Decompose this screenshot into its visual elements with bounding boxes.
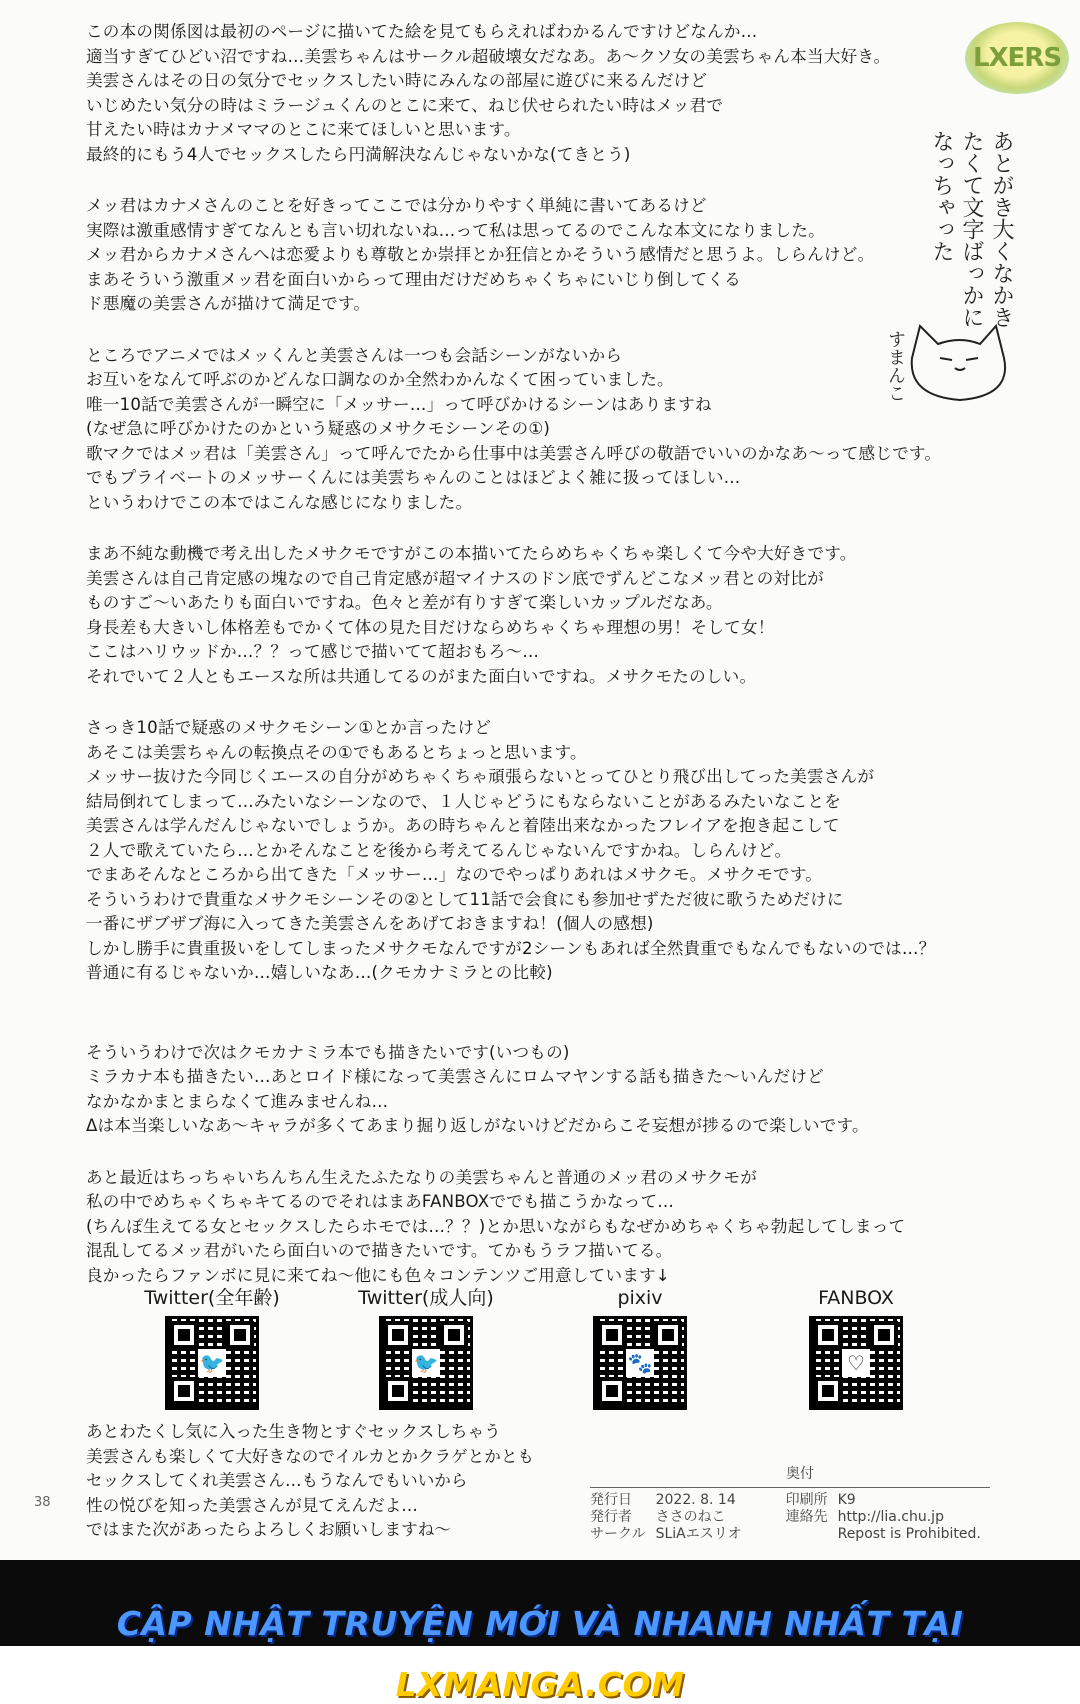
paragraph-3 [86,344,1016,516]
closing-message [86,1420,534,1543]
text-line: でまあそんなところから出てきた「メッサー…」なのでやっぱりあれはメサクモ。メサクモです。 [86,865,823,884]
colophon-key: サークル [590,1526,646,1542]
text-line: メッサー抜けた今同じくエースの自分がめちゃくちゃ頑張らないとってひとり飛び出してった美雲さんが [86,767,875,786]
qr-twitter-adult[interactable] [346,1286,506,1410]
text-line: というわけでこの本ではこんな感じになりました。 [86,492,473,512]
qr-pixiv[interactable] [560,1286,720,1410]
paragraph-7 [86,1166,1016,1289]
text-line: さっき10話で疑惑のメサクモシーン①とか言ったけど [86,718,492,737]
text-line: セックスしてくれ美雲さん…もうなんでもいいから [86,1471,468,1491]
text-line: そういうわけで貴重なメサクモシーンその②として11話で会食にも参加せずただ彼に歌うためだけに [86,889,844,909]
text-line: 普通に有るじゃないか…嬉しいなあ…(クモカナミラとの比較) [86,963,553,982]
banner-prefix: CẬP NHẬT TRUYỆN MỚI VÀ NHANH NHẤT TẠI [116,1604,964,1643]
banner-text[interactable] [0,1582,1080,1704]
text-line: メッ君からカナメさんへは恋愛よりも尊敬とか崇拝とか狂信とかそういう感情だと思うよ。しらんけど。 [86,245,875,264]
qr-label: Twitter(成人向) [358,1287,494,1309]
colophon-key [786,1526,838,1543]
paragraph-1 [86,20,1016,167]
colophon-title: 奥付 [786,1466,814,1482]
colophon-value: K9 [837,1492,856,1508]
bird-icon: 🐦 [413,1351,439,1375]
text-line: ド悪魔の美雲さんが描けて満足です。 [86,294,371,313]
qr-label: pixiv [617,1287,663,1309]
text-line: 混乱してるメッ君がいたら面白いので描きたいです。てかもうラフ描いてる。 [86,1241,673,1260]
text-line: 最終的にもう4人でセックスしたら円満解決なんじゃないかな(てきとう) [86,144,631,164]
text-line: いじめたい気分の時はミラージュくんのとこに来て、ねじ伏せられたい時はメッ君で [86,95,724,115]
bird-icon: 🐦 [199,1351,225,1375]
colophon-key: 印刷所 [785,1492,828,1508]
text-line: 美雲さんも楽しくて大好きなのでイルカとかクラゲとかとも [86,1446,535,1466]
text-line: 美雲さんは学んだんじゃないでしょうか。あの時ちゃんと着陸出来なかったフレイアを抱き起こして [86,816,840,835]
text-line: 私の中でめちゃくちゃキてるのでそれはまあFANBOXででも描こうかなって… [86,1192,675,1211]
text-line: 身長差も大きいし体格差もでかくて体の見た目だけならめちゃくちゃ理想の男！そして女！ [86,617,775,637]
text-line: ところでアニメではメッくんと美雲さんは一つも会話シーンがないから [86,345,623,365]
text-line: この本の関係図は最初のページに描いてた絵を見てもらえればわかるんですけどなんか… [86,22,758,41]
watermark-logo: LXERS [965,22,1069,94]
text-line: でもプライベートのメッサーくんには美雲ちゃんのことはほどよく雑に扱ってほしい… [86,468,741,487]
text-line: あと最近はちっちゃいちんちん生えたふたなりの美雲ちゃんと普通のメッ君のメサクモが [86,1167,758,1187]
colophon-row [590,1526,991,1543]
qr-label: Twitter(全年齢) [144,1287,280,1309]
text-line: ミラカナ本も描きたい…あとロイド様になって美雲さんにロムマヤンする話も描きた〜いんだけど [86,1067,824,1086]
text-line: ここはハリウッドか…？？って感じで描いてて超おもろ〜… [86,642,540,661]
text-line: (なぜ急に呼びかけたのかという疑惑のメサクモシーンその①) [86,419,551,438]
colophon-value: 2022. 8. 14 [655,1492,736,1508]
handwritten-side-note: あとがき大くなかきたくて文字ばっかになっちゃった [929,130,1014,328]
text-line: しかし勝手に貴重扱いをしてしまったメサクモなんですが2シーンもあれば全然貴重でもなんでもないのでは…？ [86,938,936,958]
text-line: そういうわけで次はクモカナミラ本でも描きたいです(いつもの) [86,1042,570,1062]
divider [590,1487,990,1488]
text-line: 実際は激重感情すぎてなんとも言い切れないね…って私は思ってるのでこんな本文になりました。 [86,220,825,240]
text-line: お互いをなんて呼ぶのかどんな口調なのか全然わかんなくて困っていました。 [86,370,674,389]
text-line: 美雲さんはその日の気分でセックスしたい時にみんなの部屋に遊びに来るんだけど [86,71,708,90]
text-line: Δは本当楽しいなあ〜キャラが多くてあまり掘り返しがないけどだからこそ妄想が捗るので楽しいです。 [86,1116,869,1135]
afterword-body [86,20,1016,1288]
qr-label: FANBOX [818,1287,894,1309]
text-line: 結局倒れてしまって…みたいなシーンなので、１人じゃどうにもならないことがあるみたいなことを [86,791,842,811]
qr-fanbox[interactable] [776,1286,936,1410]
sorry-note: すまんこ [885,330,906,402]
text-line: 美雲さんは自己肯定感の塊なので自己肯定感が超マイナスのドン底でずんどこなメッ君との対比が [86,568,824,588]
paw-icon: 🐾 [627,1351,653,1375]
qr-code-image[interactable] [165,1316,259,1410]
colophon-row [590,1492,991,1509]
promo-banner[interactable] [0,1560,1080,1704]
text-line: まあ不純な動機で考え出したメサクモですがこの本描いてたらめちゃくちゃ楽しくて今や大好きです。 [86,544,857,563]
colophon-key: 発行者 [590,1509,632,1525]
text-line: メッ君はカナメさんのことを好きってここでは分かりやすく単純に書いてあるけど [86,196,707,215]
text-line: (ちんぽ生えてる女とセックスしたらホモでは…？？)とか思いながらもなぜかめちゃくちゃ勃起してしまって [86,1216,906,1236]
text-line: あとわたくし気に入った生き物とすぐセックスしちゃう [86,1422,501,1441]
text-line: なかなかまとまらなくて進みませんね… [86,1091,389,1111]
paragraph-5 [86,716,1016,986]
cat-doodle-icon [900,318,1020,408]
paragraph-2 [86,194,1016,317]
text-line: それでいて２人ともエースな所は共通してるのがまた面白いですね。メサクモたのしい。 [86,666,757,686]
text-line: ではまた次があったらよろしくお願いしますね〜 [86,1520,451,1540]
text-line: 適当すぎてひどい沼ですね…美雲ちゃんはサークル超破壊女だなあ。あ〜クソ女の美雲ちゃん本当大好き。 [86,46,891,66]
colophon-value: SLiAエスリオ [655,1526,742,1542]
qr-code-image[interactable] [809,1316,903,1410]
contact-link[interactable]: http://lia.chu.jp [837,1509,944,1525]
qr-twitter-general[interactable] [132,1286,292,1410]
text-line: まあそういう激重メッ君を面白いからって理由だけだめちゃくちゃにいじり倒してくる [86,269,741,289]
colophon-row [590,1509,991,1526]
text-line: 唯一10話で美雲さんが一瞬空に「メッサー…」って呼びかけるシーンはありますね [86,394,712,414]
colophon-value: ささのねこ [655,1509,726,1525]
paragraph-6 [86,1041,1016,1139]
banner-site-link[interactable]: LXMANGA.COM [395,1665,685,1704]
repost-notice: Repost is Prohibited. [837,1526,981,1542]
text-line: ものすご〜いあたりも面白いですね。色々と差が有りすぎて楽しいカップルだなあ。 [86,593,723,612]
text-line: 歌マクではメッ君は「美雲さん」って呼んでたから仕事中は美雲さん呼びの敬語でいいのかなあ〜って感じです。 [86,443,942,463]
qr-code-image[interactable] [593,1316,687,1410]
text-line: 良かったらファンボに見に来てね〜他にも色々コンテンツご用意しています↓ [86,1265,670,1285]
heart-icon: ♡ [842,1349,870,1377]
text-line: ２人で歌えていたら…とかそんなことを後から考えてるんじゃないんですかね。しらんけど。 [86,840,792,860]
text-line: 一番にザブザブ海に入ってきた美雲さんをあげておきますね！(個人の感想) [86,914,654,933]
qr-code-image[interactable] [379,1316,473,1410]
colophon-key: 連絡先 [785,1509,828,1525]
colophon-key: 発行日 [590,1492,632,1508]
page-number: 38 [34,1495,51,1510]
text-line: あそこは美雲ちゃんの転換点その①でもあるとちょっと思います。 [86,742,587,762]
colophon-table [590,1492,991,1543]
paragraph-4 [86,542,1016,689]
text-line: 甘えたい時はカナメママのとこに来てほしいと思います。 [86,120,521,139]
colophon [590,1463,1010,1543]
text-line: 性の悦びを知った美雲さんが見てえんだよ… [86,1495,418,1515]
